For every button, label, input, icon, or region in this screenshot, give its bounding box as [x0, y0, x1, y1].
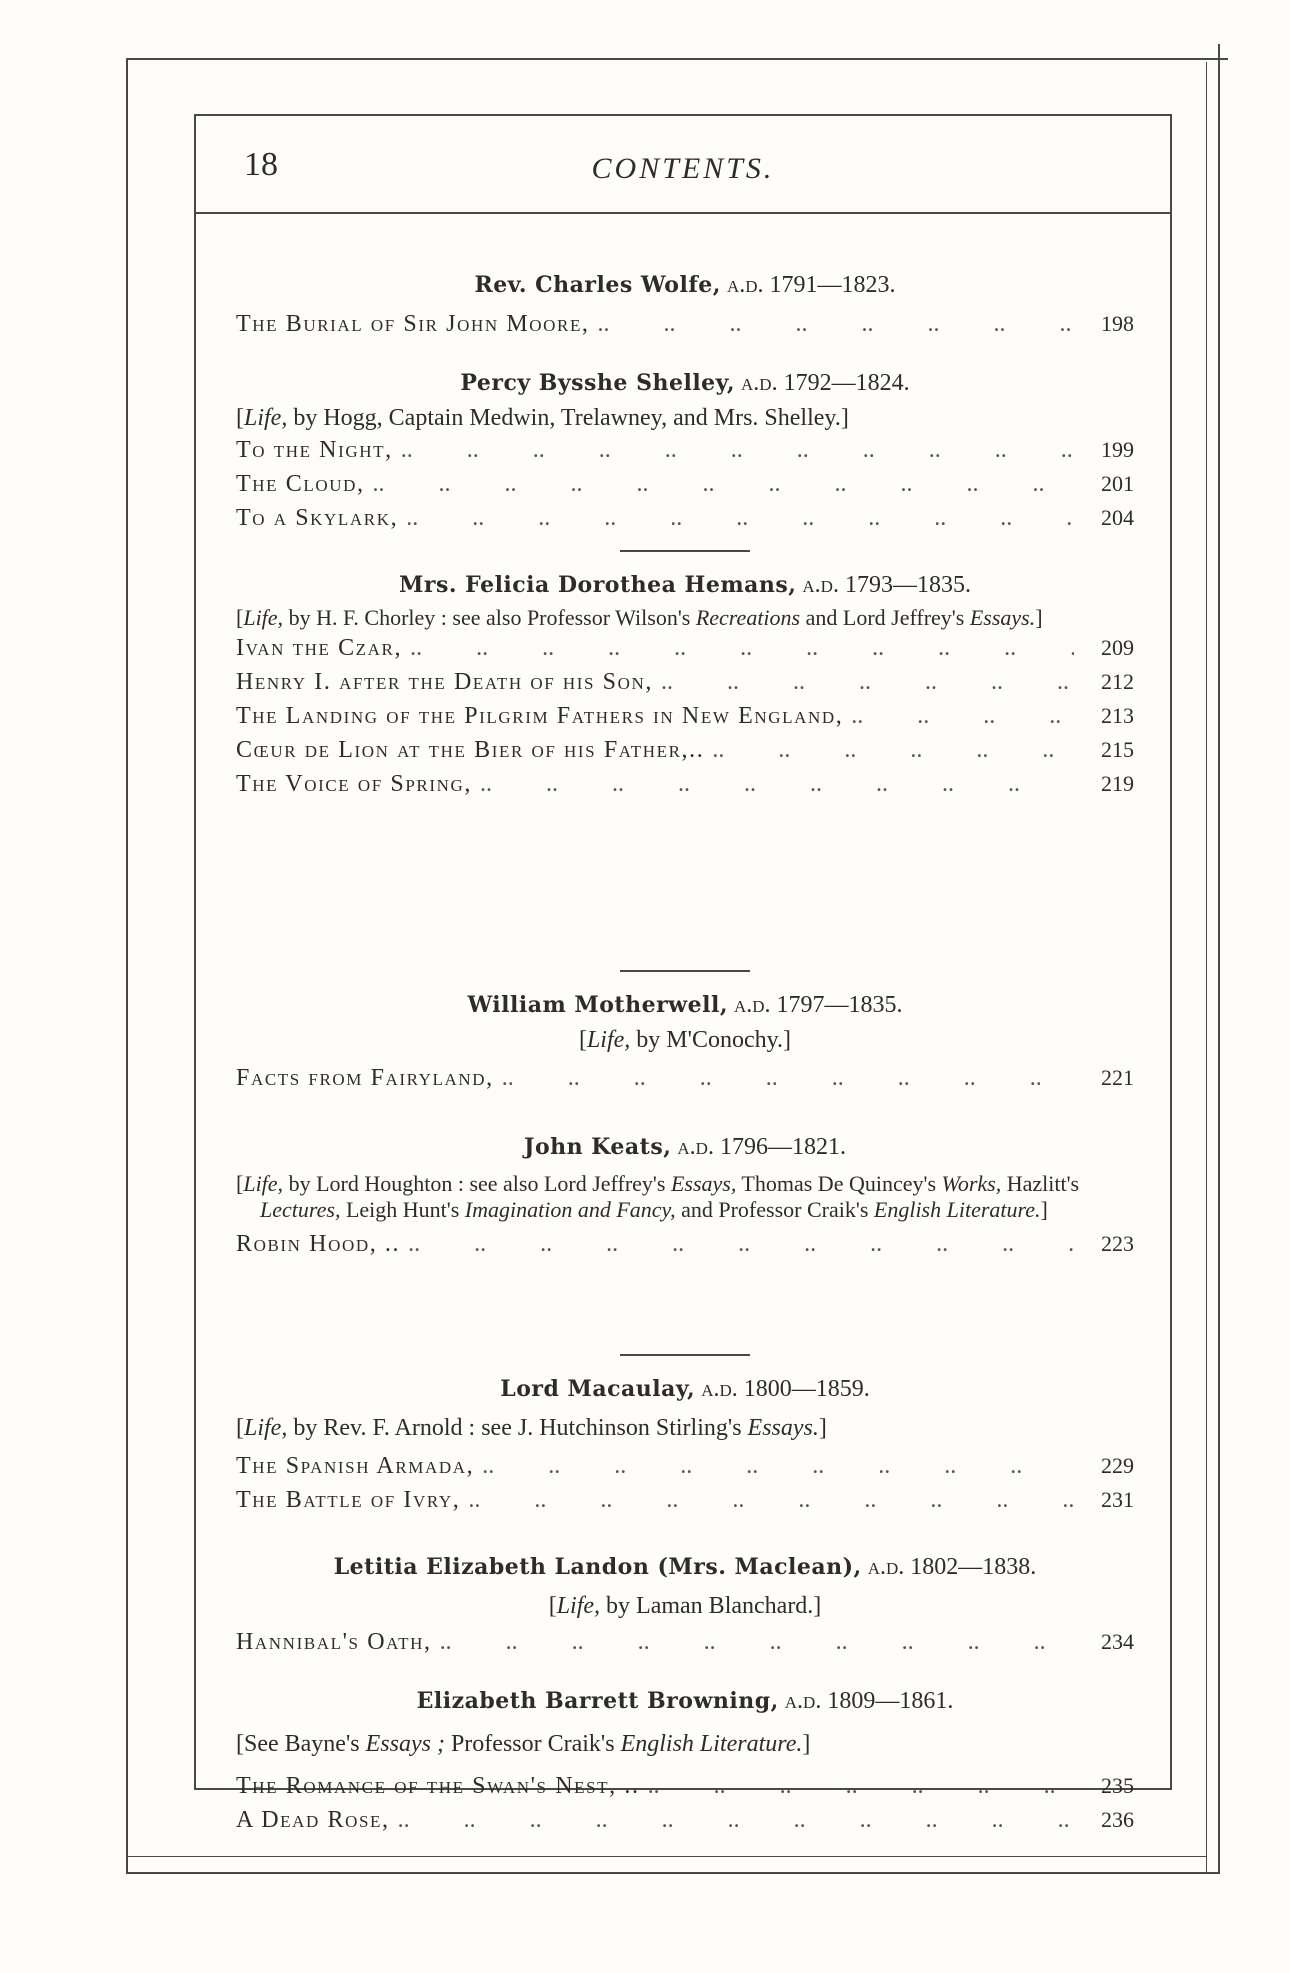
leader-dots	[408, 1227, 1074, 1261]
toc-entry[interactable]	[236, 1227, 1134, 1261]
leader-dots	[440, 1625, 1074, 1659]
entry-title: Cœur de Lion at the Bier of his Father,..	[236, 737, 705, 763]
biography-note: [See Bayne's Essays ; Professor Craik's English Literature.]	[236, 1731, 811, 1757]
page-number: 18	[244, 146, 278, 183]
header-rule	[196, 212, 1170, 214]
outer-border-bottom-2	[128, 1856, 1206, 1857]
leader-dots	[480, 767, 1074, 801]
leader-dots	[661, 665, 1074, 699]
toc-entry[interactable]	[236, 501, 1134, 535]
leader-dots	[648, 1769, 1074, 1803]
section-divider	[620, 970, 750, 972]
entry-title: The Landing of the Pilgrim Fathers in New England,	[236, 703, 844, 729]
leader-dots	[401, 433, 1074, 467]
toc-entry[interactable]	[236, 1061, 1134, 1095]
entry-page-number: 229	[1101, 1453, 1134, 1478]
author-heading: Elizabeth Barrett Browning, a.d. 1809—1861.	[416, 1688, 954, 1714]
section-wolfe	[236, 272, 1134, 341]
section-hemans	[236, 572, 1134, 801]
outer-border-right	[1218, 44, 1220, 1872]
toc-entry[interactable]	[236, 1449, 1134, 1483]
toc-entry[interactable]	[236, 631, 1134, 665]
page-frame	[194, 114, 1172, 1833]
author-heading: Mrs. Felicia Dorothea Hemans, a.d. 1793—1835.	[399, 572, 971, 598]
outer-border-top	[128, 58, 1228, 60]
section-shelley	[236, 370, 1134, 535]
section-motherwell	[236, 992, 1134, 1095]
entry-title: Ivan the Czar,	[236, 635, 403, 661]
entry-title: The Spanish Armada,	[236, 1453, 475, 1479]
entry-page-number: 231	[1101, 1487, 1134, 1512]
toc-entry[interactable]	[236, 733, 1134, 767]
biography-note: [Life, by Lord Houghton : see also Lord Jeffrey's Essays, Thomas De Quincey's Works, Hazlitt's Lectures, Leigh Hunt's Imagination and Fancy, and Professor Craik's English Literature.]	[236, 1171, 1080, 1222]
leader-dots	[406, 501, 1074, 535]
entry-title: The Burial of Sir John Moore,	[236, 311, 590, 337]
entry-page-number: 212	[1101, 669, 1134, 694]
entry-title: The Voice of Spring,	[236, 771, 472, 797]
entry-title: Henry I. after the Death of his Son,	[236, 669, 653, 695]
biography-note: [Life, by H. F. Chorley : see also Professor Wilson's Recreations and Lord Jeffrey's Essays.]	[236, 605, 1043, 630]
outer-border-right-inner	[1206, 62, 1207, 1872]
toc-entry[interactable]	[236, 1803, 1134, 1837]
leader-dots	[410, 631, 1074, 665]
biography-note: [Life, by Rev. F. Arnold : see J. Hutchinson Stirling's Essays.]	[236, 1415, 827, 1441]
toc-entry[interactable]	[236, 1625, 1134, 1659]
entry-title: The Romance of the Swan's Nest, ..	[236, 1773, 640, 1799]
section-divider	[620, 1354, 750, 1356]
entry-title: Facts from Fairyland,	[236, 1065, 494, 1091]
author-heading: Percy Bysshe Shelley, a.d. 1792—1824.	[460, 370, 910, 396]
entry-page-number: 236	[1101, 1807, 1134, 1832]
outer-border-bottom	[128, 1872, 1220, 1874]
leader-dots	[712, 733, 1074, 767]
author-heading: Lord Macaulay, a.d. 1800—1859.	[500, 1376, 870, 1402]
entry-page-number: 219	[1101, 771, 1134, 796]
leader-dots	[851, 699, 1074, 733]
entry-page-number: 235	[1101, 1773, 1134, 1798]
toc-entry[interactable]	[236, 307, 1134, 341]
outer-border-left	[126, 58, 128, 1874]
entry-page-number: 199	[1101, 437, 1134, 462]
toc-entry[interactable]	[236, 433, 1134, 467]
toc-entry[interactable]	[236, 699, 1134, 733]
entry-page-number: 213	[1101, 703, 1134, 728]
biography-note: [Life, by Hogg, Captain Medwin, Trelawney, and Mrs. Shelley.]	[236, 405, 849, 431]
entry-title: The Battle of Ivry,	[236, 1487, 461, 1513]
toc-entry[interactable]	[236, 767, 1134, 801]
leader-dots	[502, 1061, 1074, 1095]
biography-note: [Life, by M'Conochy.]	[578, 1027, 792, 1053]
author-heading: Letitia Elizabeth Landon (Mrs. Maclean), a.d. 1802—1838.	[333, 1554, 1037, 1580]
entry-page-number: 215	[1101, 737, 1134, 762]
entry-title: The Cloud,	[236, 471, 365, 497]
entry-page-number: 204	[1101, 505, 1134, 530]
section-browning	[236, 1688, 1134, 1837]
entry-page-number: 223	[1101, 1231, 1134, 1256]
toc-entry[interactable]	[236, 665, 1134, 699]
leader-dots	[373, 467, 1074, 501]
toc-entry[interactable]	[236, 1769, 1134, 1803]
section-landon	[236, 1554, 1134, 1659]
section-divider	[620, 550, 750, 552]
running-head: CONTENTS.	[591, 152, 775, 185]
toc-entry[interactable]	[236, 1483, 1134, 1517]
author-heading: William Motherwell, a.d. 1797—1835.	[467, 992, 903, 1018]
author-heading: John Keats, a.d. 1796—1821.	[524, 1134, 846, 1160]
entry-page-number: 221	[1101, 1065, 1134, 1090]
leader-dots	[598, 307, 1074, 341]
entry-title: Robin Hood, ..	[236, 1231, 401, 1257]
section-macaulay	[236, 1376, 1134, 1517]
entry-title: A Dead Rose,	[236, 1807, 390, 1833]
biography-note: [Life, by Laman Blanchard.]	[548, 1593, 822, 1619]
entry-title: Hannibal's Oath,	[236, 1629, 432, 1655]
author-heading: Rev. Charles Wolfe, a.d. 1791—1823.	[474, 272, 896, 298]
entry-title: To a Skylark,	[236, 505, 399, 531]
section-keats	[236, 1134, 1134, 1261]
entry-title: To the Night,	[236, 437, 393, 463]
entry-page-number: 198	[1101, 311, 1134, 336]
entry-page-number: 209	[1101, 635, 1134, 660]
leader-dots	[468, 1483, 1074, 1517]
entry-page-number: 234	[1101, 1629, 1134, 1654]
toc-entry[interactable]	[236, 467, 1134, 501]
leader-dots	[482, 1449, 1074, 1483]
leader-dots	[398, 1803, 1074, 1837]
entry-page-number: 201	[1101, 471, 1134, 496]
